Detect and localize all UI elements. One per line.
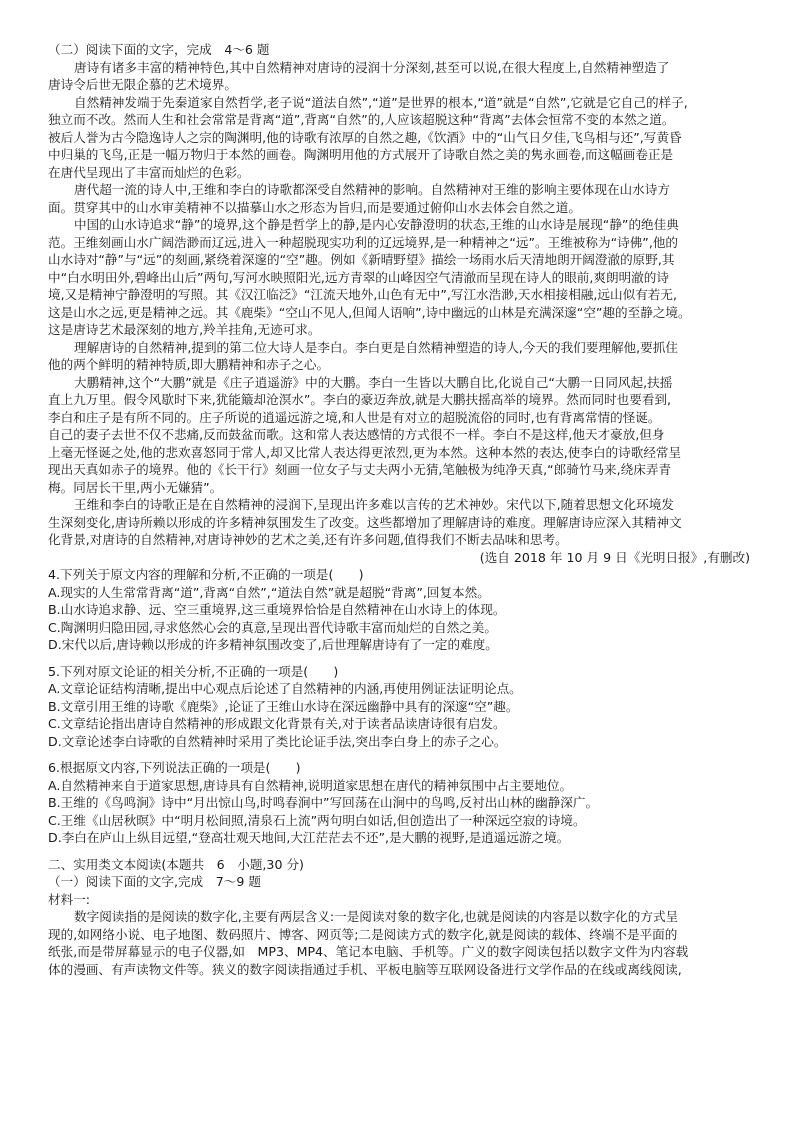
- text-line: 现出天真如赤子的境界。他的《长干行》刻画一位女子与丈夫两小无猜,笔触极为纯净天真,“郎骑竹马来,绕床弄青: [48, 462, 672, 477]
- question-stem: 6.根据原文内容,下列说法正确的一项是( ): [48, 760, 301, 775]
- text-line: 这是山水之远,更是精神之远。其《鹿柴》“空山不见人,但闻人语响”,诗中幽远的山林是充满深邃“空”趣的至静之境。: [48, 304, 691, 320]
- option-c: C.文章结论指出唐诗自然精神的形成跟文化背景有关,对于读者品读唐诗很有启发。: [48, 716, 506, 731]
- paragraph-5: [48, 339, 752, 374]
- text-line: 大鹏精神,这个“大鹏”就是《庄子逍遥游》中的大鹏。李白一生皆以大鹏自比,化说自己“大鹏一日同风起,扶摇: [74, 374, 673, 390]
- question-4: [48, 566, 752, 654]
- text-line: 中国的山水诗追求“静”的境界,这个静是哲学上的静,是内心安静澄明的状态,王维的山水诗是展现“静”的绝佳典: [74, 217, 679, 232]
- option-d: D.李白在庐山上纵目远望,“登高壮观天地间,大江茫茫去不还”,是大鹏的视野,是逍遥远游之境。: [48, 830, 570, 845]
- option-c: C.王维《山居秋暝》中“明月松间照,清泉石上流”两句明白如话,但创造出了一种深远空寂的诗境。: [48, 812, 586, 828]
- text-line: 唐诗有诸多丰富的精神特色,其中自然精神对唐诗的浸润十分深刻,甚至可以说,在很大程度上,自然精神塑造了: [74, 59, 670, 75]
- option-a: A.文章论证结构清晰,提出中心观点后论述了自然精神的内涵,再使用例证法证明论点。: [48, 681, 522, 696]
- paragraph-7: [48, 496, 752, 549]
- text-line: 李白和庄子是有所不同的。庄子所说的逍遥远游之境,和人世是有对立的超脱流俗的同时,也有背离常情的怪诞。: [48, 409, 661, 425]
- question-6: [48, 759, 752, 847]
- text-line: 在唐代呈现出了丰富而灿烂的色彩。: [48, 164, 250, 180]
- paragraph-6: [48, 374, 752, 497]
- option-a: A.自然精神来自于道家思想,唐诗具有自然精神,说明道家思想在唐代的精神氛围中占主要地位。: [48, 777, 573, 793]
- text-line: 中“白水明田外,碧峰出山后”两句,写河水映照阳光,远方青翠的山峰因空气清澈而呈现在诗人的眼前,爽朗明澈的诗: [48, 269, 669, 285]
- option-c: C.陶渊明归隐田园,寻求悠然心会的真意,呈现出晋代诗歌丰富而灿烂的自然之美。: [48, 619, 497, 635]
- text-line: 自然精神发端于先秦道家自然哲学,老子说“道法自然”,“道”是世界的根本,“道”就是“自然”,它就是它自己的样子,: [74, 94, 688, 110]
- text-line: 唐诗令后世无限企慕的艺术境界。: [48, 77, 237, 92]
- text-line: 梅。同居长干里,两小无嫌猜”。: [48, 479, 223, 495]
- question-5: [48, 663, 752, 751]
- section-header: 二、实用类文本阅读(本题共 6 小题,30 分): [48, 856, 304, 872]
- option-b: B.山水诗追求静、远、空三重境界,这三重境界恰恰是自然精神在山水诗上的体现。: [48, 602, 506, 617]
- paragraph-1: [48, 59, 752, 94]
- text-line: 上毫无怪诞之处,他的悲欢喜怒同于常人,却又比常人表达得更浓烈,更为本然。这种本然的表达,使李白的诗歌经常呈: [48, 444, 682, 460]
- text-line: 理解唐诗的自然精神,提到的第二位大诗人是李白。李白更是自然精神塑造的诗人,今天的我们要理解他,要抓住: [74, 339, 678, 355]
- option-b: B.王维的《鸟鸣涧》诗中“月出惊山鸟,时鸣春涧中”写回荡在山涧中的鸟鸣,反衬出山林的幽静深广。: [48, 795, 599, 810]
- paragraph-3: [48, 181, 752, 216]
- text-line: 现的,如网络小说、电子地图、数码照片、博客、网页等;二是阅读方式的数字化,就是阅读的载体、终端不是平面的: [48, 926, 678, 942]
- text-line: 自己的妻子去世不仅不悲痛,反而鼓盆而歌。这和常人表达感情的方式很不一样。李白不是这样,他天才豪放,但身: [48, 427, 665, 442]
- text-line: 直上九万里。假令风歇时下来,犹能簸却沧溟水”。李白的豪迈奔放,就是大鹏扶摇高举的境界。然而同时也要看到,: [48, 392, 672, 407]
- text-line: 纸张,而是带屏幕显示的电子仪器,如 MP3、MP4、笔记本电脑、手机等。广义的数字阅读包括以数字文件为内容载: [48, 944, 689, 959]
- source-citation: (选自 2018 年 10 月 9 日《光明日报》,有删改): [479, 549, 750, 565]
- paragraph-2: [48, 94, 752, 182]
- sub-section-header: （一）阅读下面的文字,完成 7～9 题: [48, 874, 261, 889]
- text-line: 这是唐诗艺术最深刻的地方,羚羊挂角,无迹可求。: [48, 322, 321, 337]
- question-stem: 5.下列对原文论证的相关分析,不正确的一项是( ): [48, 663, 339, 679]
- text-line: 唐代超一流的诗人中,王维和李白的诗歌都深受自然精神的影响。自然精神对王维的影响主要体现在山水诗方: [74, 182, 670, 197]
- text-line: 面。贯穿其中的山水审美精神不以描摹山水之形态为旨归,而是要通过俯仰山水去体会自然之道。: [48, 199, 581, 215]
- text-line: 数字阅读指的是阅读的数字化,主要有两层含义:一是阅读对象的数字化,也就是阅读的内容是以数字化的方式呈: [74, 909, 679, 924]
- text-line: 生深刻变化,唐诗所赖以形成的许多精神氛围发生了改变。这些都增加了理解唐诗的难度。理解唐诗应深入其精神文: [48, 514, 682, 530]
- text-line: 山水诗对“静”与“远”的刻画,紧绕着深邃的“空”趣。例如《新晴野望》描绘一场雨水后天清地朗开阔澄澈的原野,其: [48, 252, 675, 267]
- text-line: 体的漫画、有声读物文件等。狭义的数字阅读指通过手机、平板电脑等互联网设备进行文学作品的在线或离线阅读,: [48, 961, 682, 977]
- option-d: D.宋代以后,唐诗赖以形成的许多精神氛围改变了,后世理解唐诗有了一定的难度。: [48, 637, 498, 652]
- text-line: 范。王维刻画山水广阔浩渺而辽远,进入一种超脱现实功利的辽远境界,是一种精神之“远”。王维被称为“诗佛”,他的: [48, 234, 679, 250]
- text-line: 中归巢的飞鸟,正是一幅万物归于本然的画卷。陶渊明用他的方式展开了诗歌自然之美的隽永画卷,而这幅画卷正是: [48, 147, 674, 162]
- material-label: 材料一:: [48, 891, 91, 907]
- text-line: 他的两个鲜明的精神特质,即大鹏精神和赤子之心。: [48, 357, 330, 372]
- question-stem: 4.下列关于原文内容的理解和分析,不正确的一项是( ): [48, 567, 364, 582]
- text-line: 被后人誉为古今隐逸诗人之宗的陶渊明,他的诗歌有浓厚的自然之趣,《饮酒》中的“山气日夕佳,飞鸟相与还”,写黄昏: [48, 129, 682, 145]
- option-a: A.现实的人生常常背离“道”,背离“自然”,“道法自然”就是超脱“背离”,回复本然。: [48, 584, 490, 600]
- option-b: B.文章引用王维的诗歌《鹿柴》,论证了王维山水诗在深远幽静中具有的深邃“空”趣。: [48, 698, 519, 714]
- material-paragraph-1: [48, 908, 752, 978]
- text-line: 境,又是精神宁静澄明的写照。其《汉江临泛》“江流天地外,山色有无中”,写江水浩渺,天水相接相融,远山似有若无,: [48, 287, 677, 302]
- text-line: 王维和李白的诗歌正是在自然精神的浸润下,呈现出许多难以言传的艺术神妙。宋代以下,随着思想文化环境发: [74, 497, 674, 512]
- section-header: （二）阅读下面的文字，完成 4～6 题: [48, 42, 270, 57]
- text-line: 化背景,对唐诗的自然精神,对唐诗神妙的艺术之美,还有许多问题,值得我们不断去品味和思考。: [48, 532, 568, 547]
- paragraph-4: [48, 216, 752, 339]
- text-line: 独立而不改。然而人生和社会常常是背离“道”,背离“自然”的,人应该超脱这种“背离”去体会恒常不变的本然之道。: [48, 112, 675, 127]
- option-d: D.文章论述李白诗歌的自然精神时采用了类比论证手法,突出李白身上的赤子之心。: [48, 733, 507, 749]
